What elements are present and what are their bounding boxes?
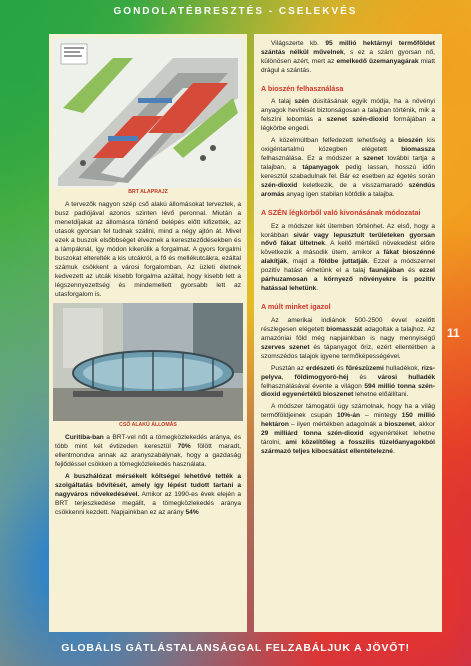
brt-floorplan-illustration [53, 38, 243, 188]
left-paragraph-2: Curitiba-ban a BRT-vel nőt a tömegközlekedés aránya, és több mint két évtizeden keresztül 70% fölött maradt, ellentmondva annak az aranyszabálynak, hogy a gazdaság fejlődéssel csökken a tömegközlekedés használata. [55, 434, 241, 469]
right-paragraph-3: Ez a módszer két ütemben történhet. Az első, hogy a korábban sivár vagy lepusztult területeken gyorsan nővő fákat ültetnek. A kellő mértékű növekedést előre következik a második ütem, amikor a fákat bioszénné alakítják, majd a földbe juttatják. Ezzel a módszernel pozitív hatást érhetünk el a talaj faunájában és ezzel párhuzamosan a környező növényekre is pozitív hatással lehetünk. [261, 222, 436, 293]
right-column [254, 34, 442, 632]
right-paragraph-2: A közelmúltban felfedezett lehetőség a bioszén kis oxigéntartalmú közegben elégetett biomassza felhasználása. Ez a módszer a szenet további tartja a talajban, a tápanyagok pedig lassan, hosszú időn keresztül szabadulnak fel. Bár ez esetben az égetés során szén-dioxid keletkezik, de a visszamaradó széndús aromás anyag igen stabilan kötődik a talajba. [261, 137, 436, 198]
right-paragraph-1: A talaj szén dúsításának egyik módja, ha a növényi anyagok hevítését biztonságosan a talajban történik, mik a felszíni lebomlás a szenet szén-dioxid formájában a légkörbe engedi. [261, 98, 436, 133]
right-paragraph-5: Pusztán az erdészeti és fűrészüzemi hulladékok, rizs-pelyva, földimogyoró-héj és városi hulladék felhasználásával évente a világon 594 millió tonna szén-dioxid egyenértékű bioszenet lehetne előállítani. [261, 364, 435, 399]
heading-past-proves: A múlt minket igazol [261, 302, 331, 312]
page-header: GONDOLATÉBRESZTÉS - CSELEKVÉS [113, 6, 358, 17]
left-column [49, 34, 247, 632]
right-intro: Világszerte kb. 95 millió hektárnyi termőföldet szántás nélkül művelnek, s ez a szám gyorsan nő, különösen azért, mert az emelkedő üzemanyagárak miatt drágul a szántás. [261, 40, 436, 74]
brt-floorplan-image [53, 38, 243, 188]
tube-station-caption: CSŐ ALAKÚ ÁLLOMÁS [119, 422, 177, 429]
right-paragraph-6: A módszer támogatói úgy számolnak, hogy ha a világ termőföldjeinek csupán 10%-án – mintegy 150 millió hektáron – ilyen mértékben adagolnák a bioszenet, akkor 29 milliárd tonna szén-dioxid egyenértéket lehetne tárolni, ami közelítőleg a fosszilis tüzelőanyagokból származó teljes kibocsátást ellentételezné. [261, 403, 436, 456]
page-number: 11 [447, 326, 460, 340]
tube-station-photo [53, 303, 243, 421]
heading-biochar-use: A bioszén felhasználása [261, 83, 344, 93]
heading-carbon-removal: A SZÉN légkörből való kivonásának módozatai [261, 207, 421, 217]
right-paragraph-4: Az amerikai indiánok 500-2500 évvel ezelőtt részlegesen elégetett biomasszát adagoltak a talajhoz. Az amazóniai föld még napjainkban is nagy mennyiségű szerves szenet és tápanyagot őriz, ezért ellentétben a szomszédos talajok igyene termőképességével. [261, 316, 436, 360]
floorplan-caption: BRT ALAPRAJZ [128, 189, 168, 195]
tube-station-image [53, 303, 243, 421]
left-paragraph-1: A tervezők nagyon szép cső alakú állomásokat terveztek, a busz padlójával azonos szinten lévő peronnal. Miután a menetdíjakat az állomásra történő belépés előtt kifizették, az utasok gyorsan fel tudnak szállni, mind a négy ajtón át. Mivel ezek a buszok elsőbbséget élveznek a kereszteződésekben és a lámpáknál, így módon kikerülik a forgalmat. A gyors forgalmi buszokat elterelték a kis utcákról, a fő és mellékutcákra, ezáltal számuk csökkent a városi forgalomban. Az üzleti életnek kedvezett az utcák kisebb forgalma azáltal, hogy kisebb lett a légszennyezettség és mindemellett gyorsabb lett az utasforgalom is. [55, 201, 241, 298]
page-footer: GLOBÁLIS GÁTLÁSTALANSÁGGAL FELZABÁLJUK A JÖVŐT! [61, 642, 410, 654]
left-paragraph-3: A buszhálózat mérsékelt költségei lehetővé tették a szolgáltatás bővítését, amely így lépést tudott tartani a nagyváros növekedésével. Amikor az 1990-es évek elején a BRT terjeszkedése megállt, a tömegközlekedés aránya csökkenni kezdett. Napjainkban ez az arány 54% [55, 473, 241, 517]
